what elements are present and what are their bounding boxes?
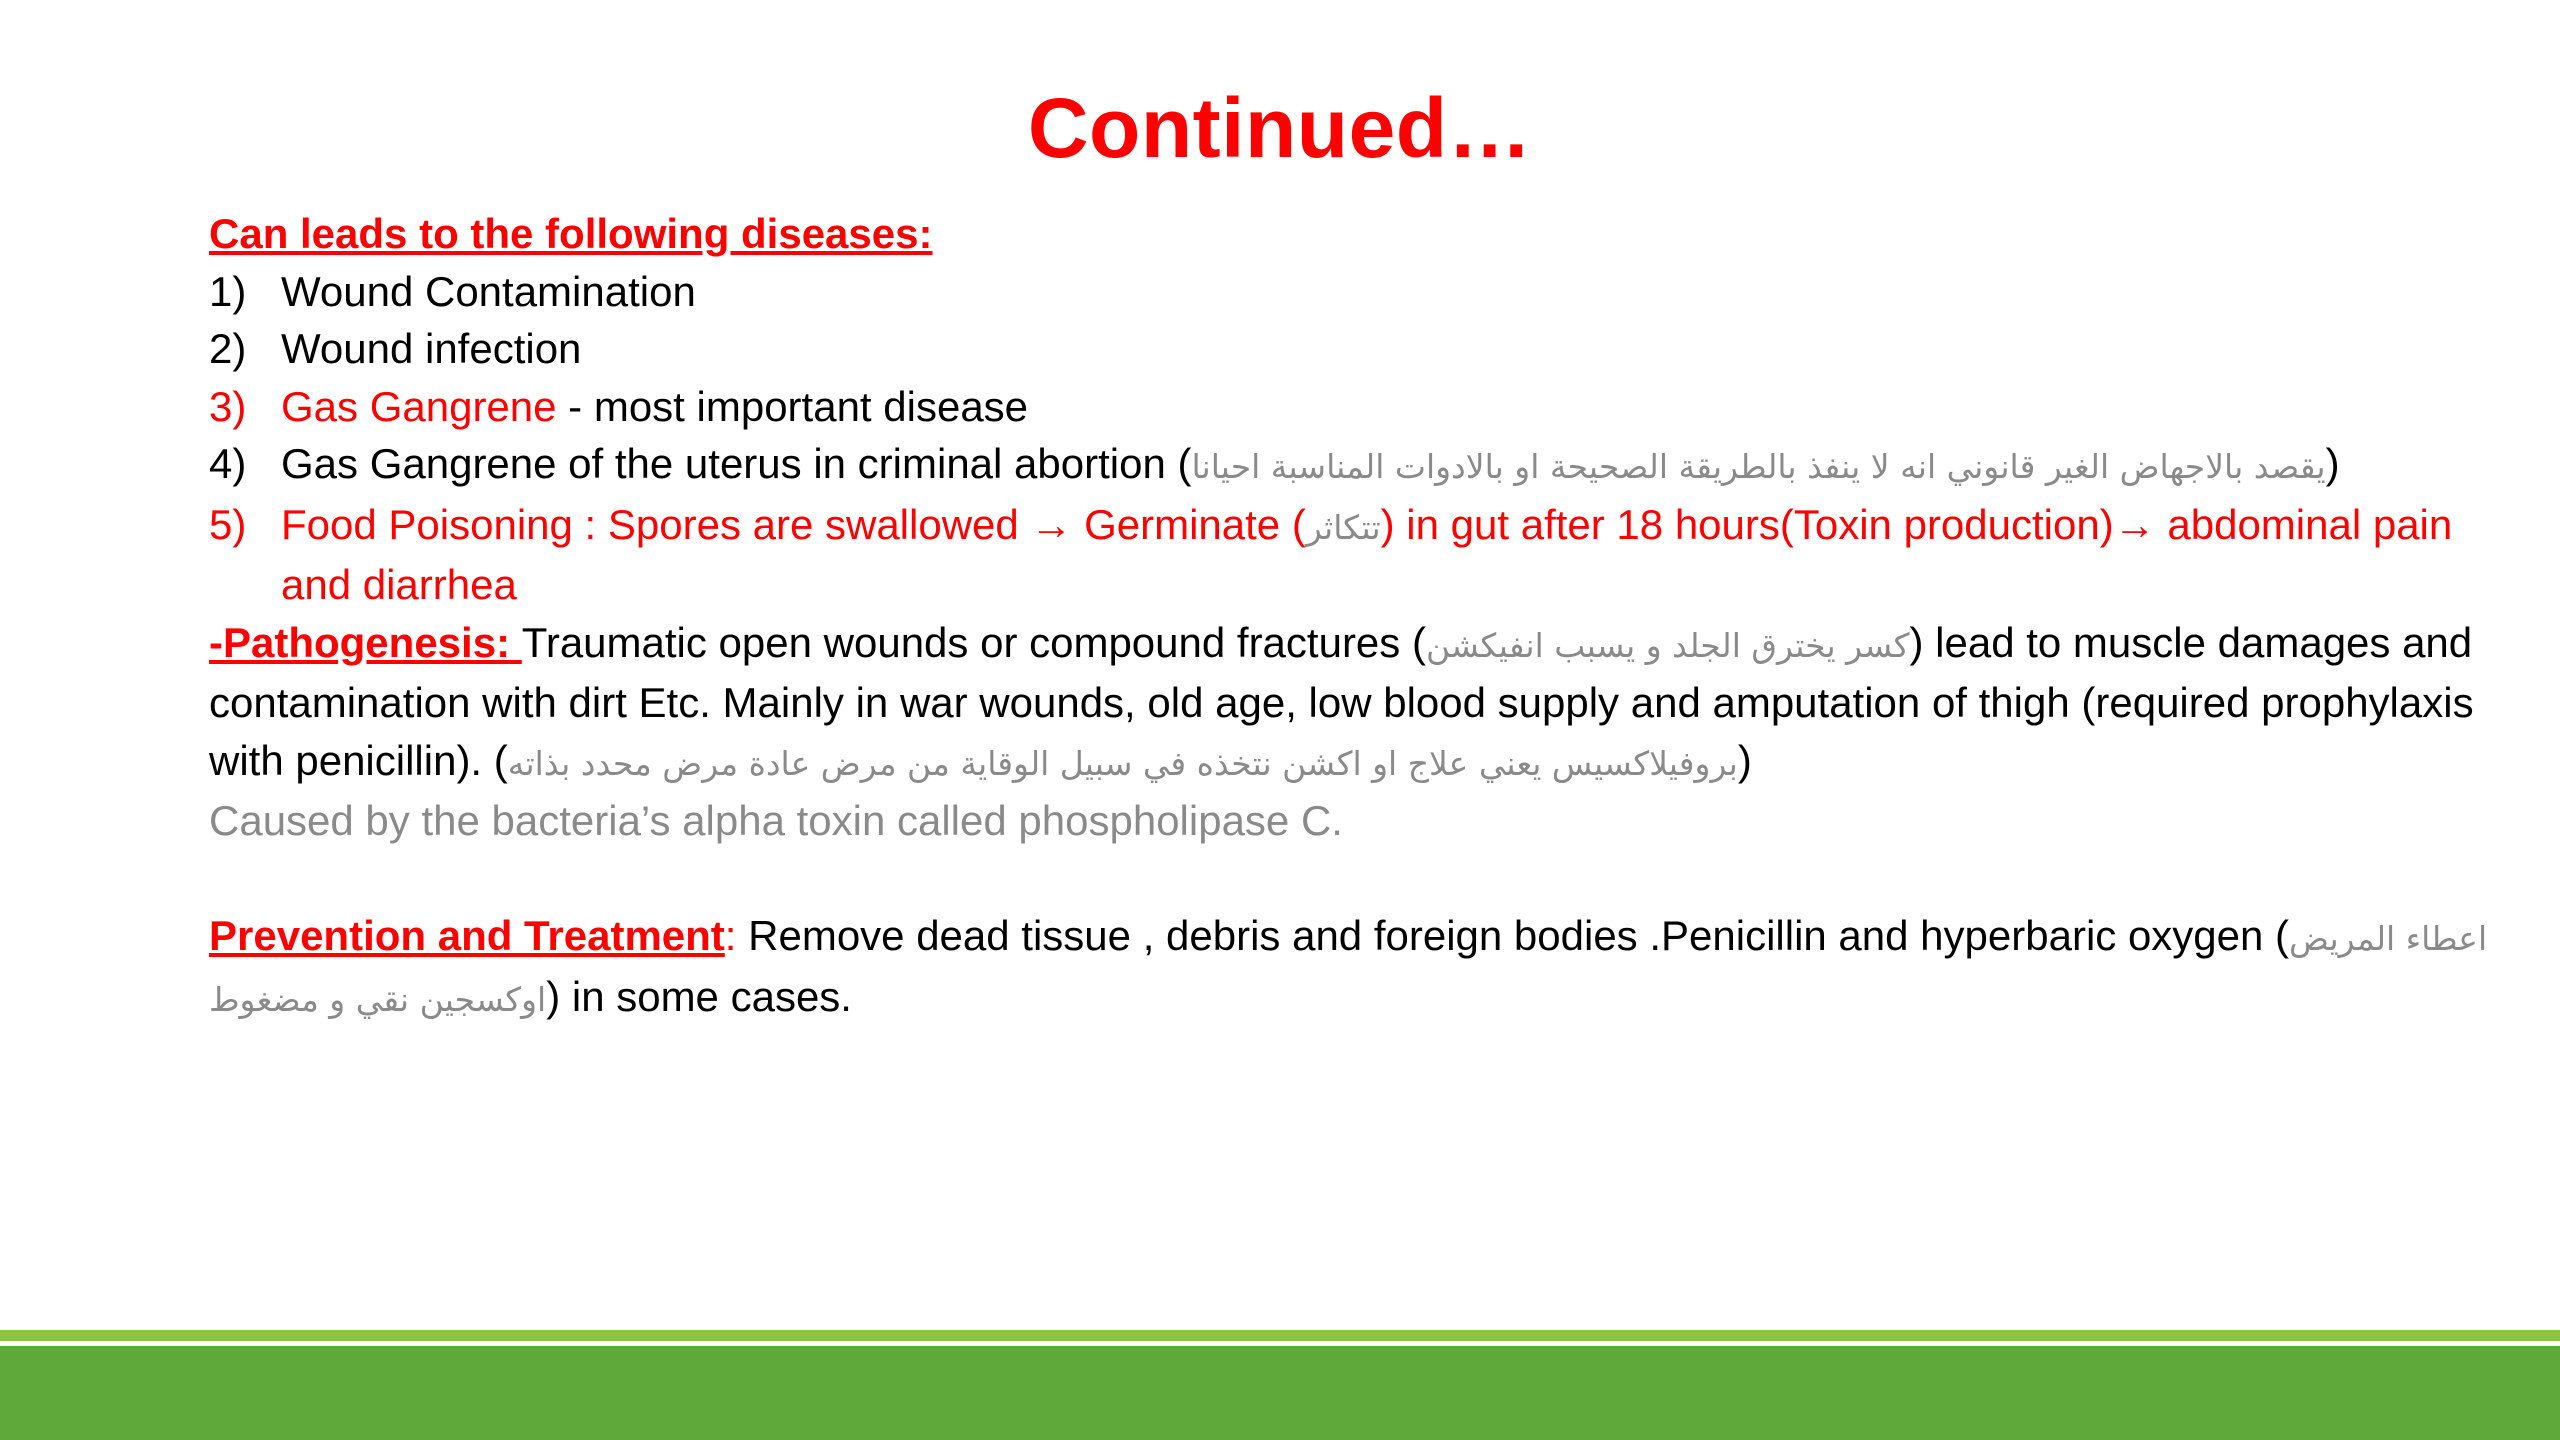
- list-item-number: 1): [209, 267, 247, 315]
- list-item-number: 5): [209, 500, 247, 548]
- diseases-heading-line: [209, 205, 2499, 263]
- list-item-number: 4): [209, 440, 247, 487]
- list-item-text: Wound infection: [281, 325, 582, 372]
- caused-by-line: Caused by the bacteria’s alpha toxin called phospholipase C.: [209, 797, 1343, 844]
- prevention-colon: :: [724, 912, 737, 959]
- list-item: [209, 263, 2499, 321]
- pathogenesis-close: ): [1737, 736, 1752, 784]
- blank-line: [209, 850, 2499, 908]
- arabic-note: يقصد بالاجهاض الغير قانوني انه لا ينفذ بالطريقة الصحيحة او بالادوات المناسبة احيانا: [1191, 447, 2326, 486]
- prevention-label: Prevention and Treatment: [209, 912, 725, 959]
- list-item-number: 3): [209, 382, 247, 430]
- pathogenesis-label: -Pathogenesis:: [209, 618, 522, 666]
- pathogenesis-text: Traumatic open wounds or compound fractures (: [521, 618, 1426, 666]
- diseases-heading: Can leads to the following diseases:: [209, 210, 933, 257]
- list-item-text: - most important disease: [556, 382, 1029, 430]
- prevention-text: Remove dead tissue , debris and foreign bodies .Penicillin and hyperbaric oxygen (: [736, 912, 2290, 959]
- arabic-note: كسر يخترق الجلد و يسبب انفيكشن: [1425, 625, 1910, 665]
- list-item-text-cont: ) in gut after 18 hours(Toxin production)→ abdominal pain and diarrhea: [281, 500, 2453, 608]
- pathogenesis-paragraph: [209, 614, 2499, 793]
- list-item-text: Wound Contamination: [281, 267, 696, 315]
- list-item: [209, 435, 2499, 496]
- list-item-text: Gas Gangrene of the uterus in criminal abortion (: [281, 440, 1192, 487]
- diseases-list: [209, 263, 2499, 614]
- arabic-note: تتكاثر: [1305, 507, 1381, 547]
- list-item-number: 2): [209, 325, 247, 372]
- prevention-text-cont: ) in some cases.: [546, 972, 852, 1020]
- arabic-note: بروفيلاكسيس يعني علاج او اكشن نتخذه في سبيل الوقاية من مرض عادة مرض محدد بذاته: [507, 743, 1738, 783]
- list-item-highlight: Gas Gangrene: [281, 382, 557, 430]
- arabic-note: اعطاء المريض اوكسجين نقي و مضغوط: [209, 919, 2488, 1019]
- list-item: [209, 378, 2499, 436]
- prevention-paragraph: [209, 907, 2499, 1028]
- footer-accent-line: [0, 1330, 2560, 1341]
- list-item: [209, 496, 2499, 614]
- slide-body: [209, 205, 2499, 1028]
- list-item: [209, 320, 2499, 378]
- slide-title: Continued…: [1027, 81, 1533, 175]
- footer-bar: [0, 1346, 2560, 1440]
- pathogenesis-text-cont: ) lead to muscle damages and contamination with dirt Etc. Mainly in war wounds, old age, low blood supply and amputation of thigh (required prophylaxis with penicillin). (: [209, 618, 2474, 784]
- list-item-close: ): [2325, 440, 2340, 487]
- list-item-text: Food Poisoning : Spores are swallowed → Germinate (: [281, 500, 1306, 548]
